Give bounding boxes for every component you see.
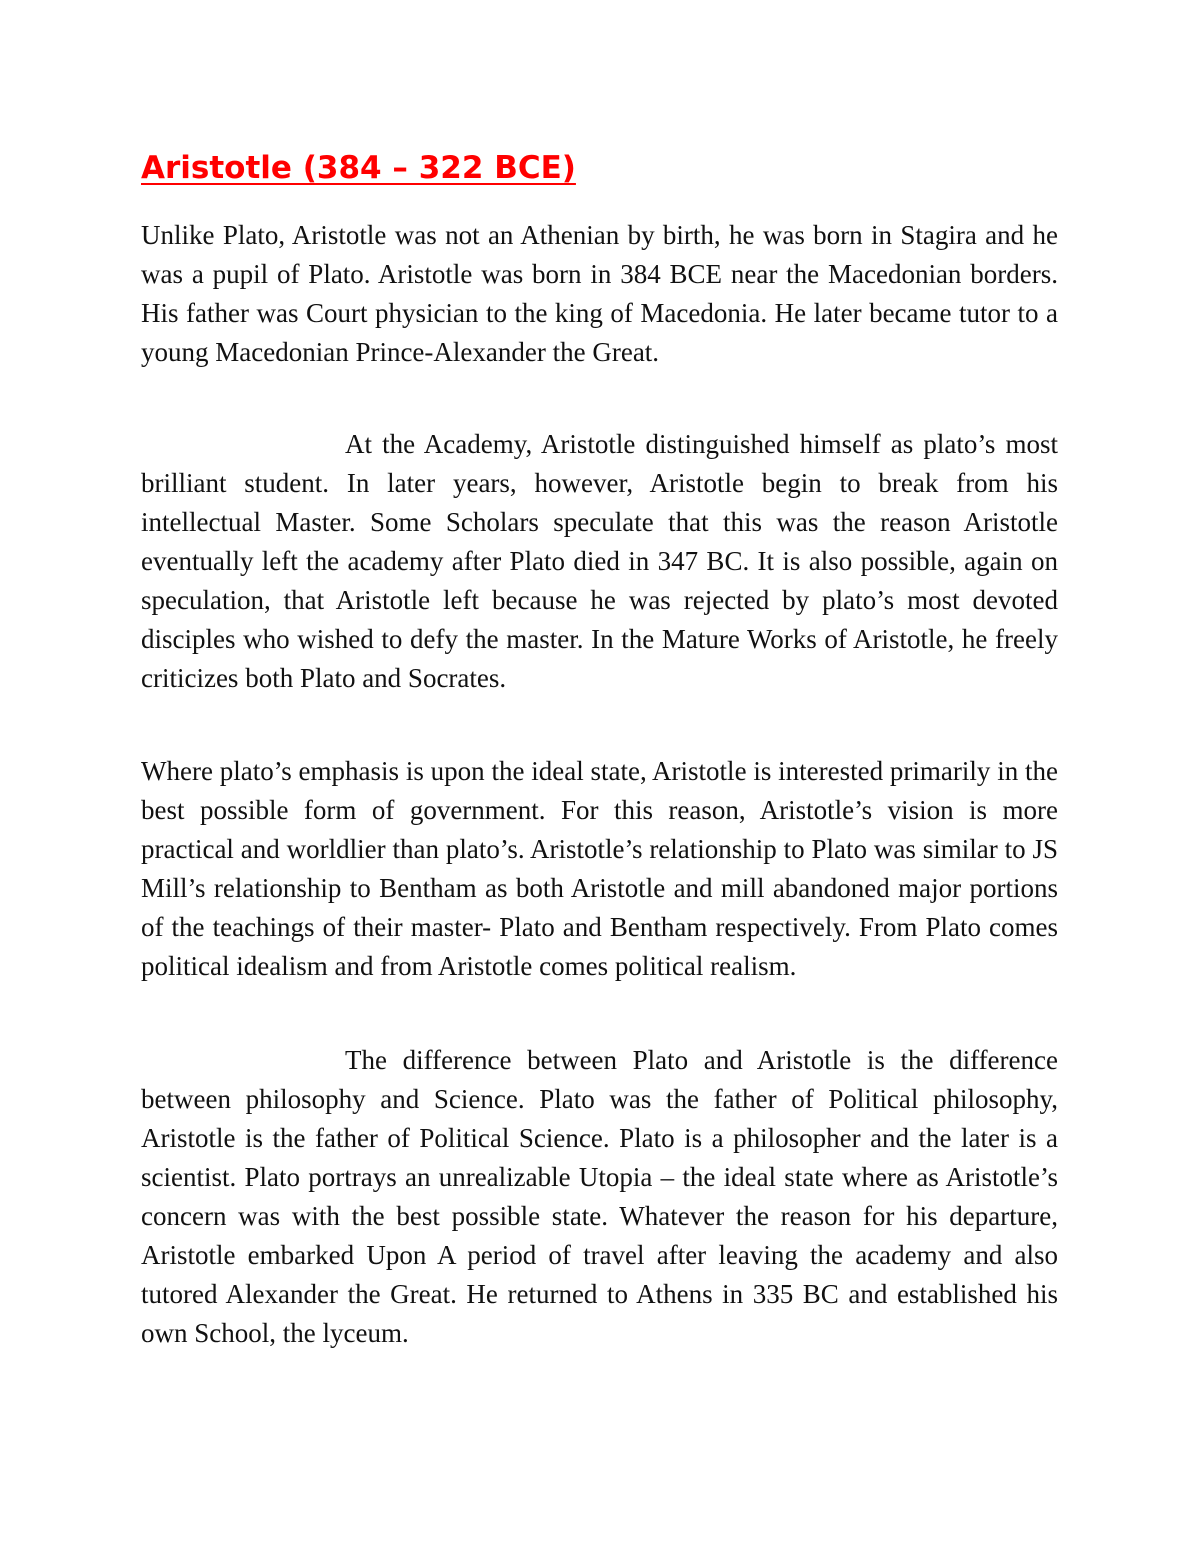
paragraph-1: Unlike Plato, Aristotle was not an Athenian by birth, he was born in Stagira and he was a pupil of Plato. Aristotle was born in 384 BCE near the Macedonian borders. His father was Court physician to the king of Macedonia. He later became tutor to a young Macedonian Prince-Alexander the Great. [141, 220, 1058, 367]
paragraph-4: The difference between Plato and Aristotle is the difference between philosophy and Science. Plato was the father of Political philosophy, Aristotle is the father of Political Science. Plato is a philosopher and the later is a scientist. Plato portrays an unrealizable Utopia – the ideal state where as Aristotle’s concern was with the best possible state. Whatever the reason for his departure, Aristotle embarked Upon A period of travel after leaving the academy and also tutored Alexander the Great. He returned to Athens in 335 BC and established his own School, the lyceum. [141, 1045, 1058, 1348]
page-title: Aristotle (384 – 322 BCE) [141, 150, 576, 186]
paragraph-2: At the Academy, Aristotle distinguished himself as plato’s most brilliant student. In later years, however, Aristotle begin to break from his intellectual Master. Some Scholars speculate that this was the reason Aristotle eventually left the academy after Plato died in 347 BC. It is also possible, again on speculation, that Aristotle left because he was rejected by plato’s most devoted disciples who wished to defy the master. In the Mature Works of Aristotle, he freely criticizes both Plato and Socrates. [141, 429, 1058, 693]
paragraph-3: Where plato’s emphasis is upon the ideal state, Aristotle is interested primarily in the best possible form of government. For this reason, Aristotle’s vision is more practical and worldlier than plato’s. Aristotle’s relationship to Plato was similar to JS Mill’s relationship to Bentham as both Aristotle and mill abandoned major portions of the teachings of their master- Plato and Bentham respectively. From Plato comes political idealism and from Aristotle comes political realism. [141, 756, 1058, 981]
